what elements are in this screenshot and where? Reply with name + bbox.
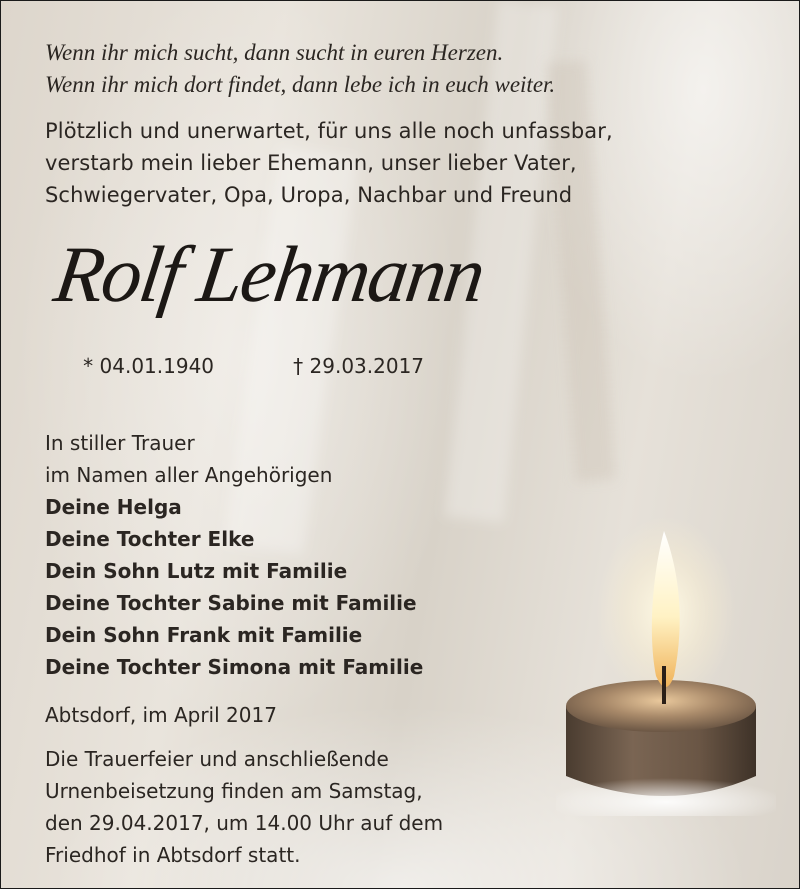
quote-line: Wenn ihr mich dort findet, dann lebe ich in euch weiter.	[45, 72, 556, 97]
mourner-name: Deine Tochter Simona mit Familie	[45, 655, 424, 679]
announcement-intro	[45, 115, 765, 211]
place-and-date: Abtsdorf, im April 2017	[45, 703, 277, 727]
mourners-block	[45, 427, 765, 683]
death-date: † 29.03.2017	[293, 354, 425, 378]
birth-date: * 04.01.1940	[83, 354, 215, 378]
funeral-info	[45, 743, 765, 871]
funeral-line: den 29.04.2017, um 14.00 Uhr auf dem	[45, 811, 444, 835]
intro-line: Plötzlich und unerwartet, für uns alle noch unfassbar,	[45, 119, 613, 143]
mourners-line: In stiller Trauer	[45, 431, 195, 455]
mourners-line: im Namen aller Angehörigen	[45, 463, 333, 487]
mourner-name: Dein Sohn Lutz mit Familie	[45, 559, 348, 583]
quote-line: Wenn ihr mich sucht, dann sucht in euren Herzen.	[45, 40, 504, 65]
obituary-text	[45, 37, 765, 871]
mourner-name: Deine Tochter Sabine mit Familie	[45, 591, 417, 615]
life-dates	[45, 321, 765, 411]
intro-line: Schwiegervater, Opa, Uropa, Nachbar und Freund	[45, 183, 573, 207]
memorial-quote	[45, 37, 765, 101]
mourner-name: Deine Tochter Elke	[45, 527, 255, 551]
deceased-name: Rolf Lehmann	[49, 231, 489, 319]
intro-line: verstarb mein lieber Ehemann, unser lieber Vater,	[45, 151, 577, 175]
mourner-name: Dein Sohn Frank mit Familie	[45, 623, 363, 647]
funeral-line: Friedhof in Abtsdorf statt.	[45, 843, 301, 867]
funeral-line: Urnenbeisetzung finden am Samstag,	[45, 779, 423, 803]
mourner-name: Deine Helga	[45, 495, 182, 519]
funeral-line: Die Trauerfeier und anschließende	[45, 747, 389, 771]
